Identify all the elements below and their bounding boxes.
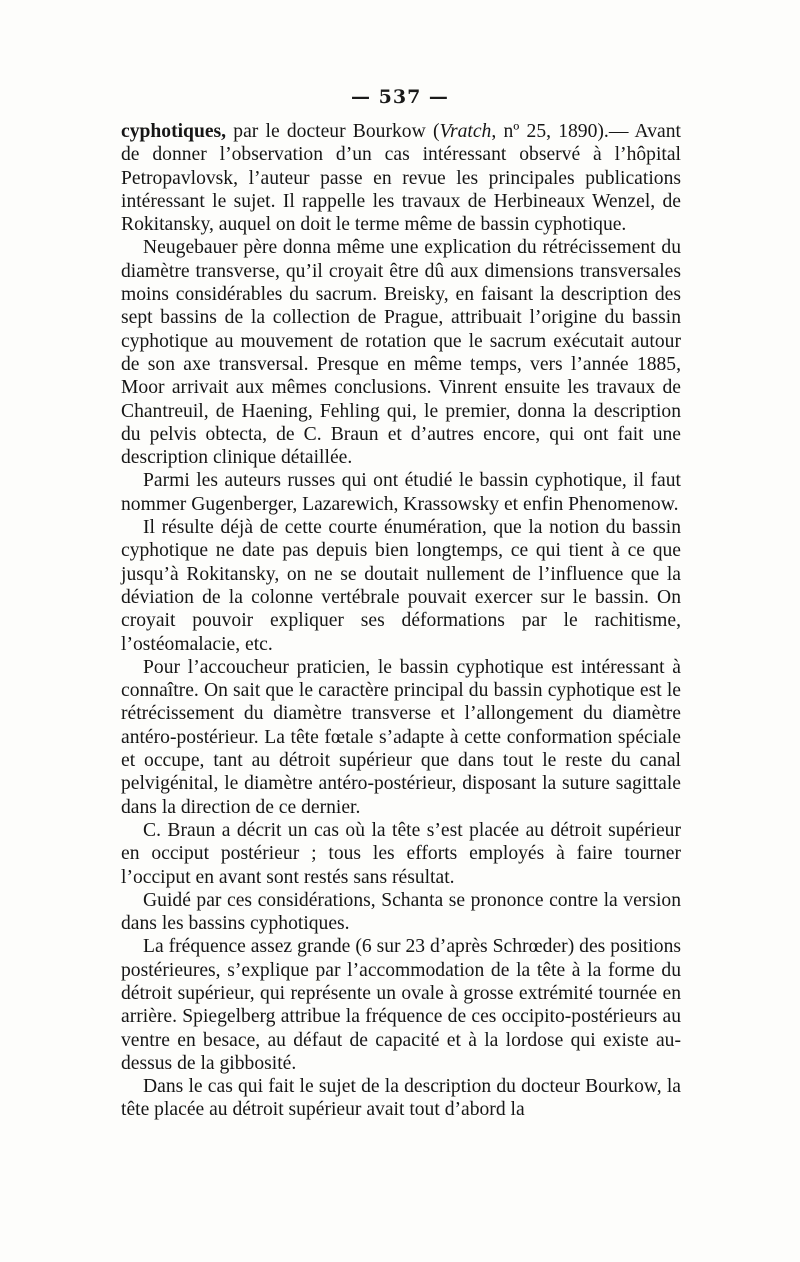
body-text — [121, 120, 681, 1122]
paragraph-4: Il résulte déjà de cette courte énumération, que la notion du bassin cyphotique ne date pas depuis bien longtemps, ce qui tient à ce que jusqu’à Rokitansky, on ne se doutait nullement de l’influence que la déviation de la colonne vertébrale pouvait exercer sur le bassin. On croyait pouvoir expliquer ses déformations par le rachitisme, l’ostéomalacie, etc. — [121, 517, 681, 655]
paragraph-2: Neugebauer père donna même une explication du rétrécissement du diamètre transverse, qu’il croyait être dû aux dimensions transversales moins considérables du sacrum. Breisky, en faisant la description des sept bassins de la collection de Prague, attribuait l’origine du bassin cyphotique au mouvement de rotation que le sacrum exécutait autour de son axe transversal. Presque en même temps, vers l’année 1885, Moor arrivait aux mêmes conclusions. Vinrent ensuite les travaux de Chantreuil, de Haening, Fehling qui, le premier, donna la description du pelvis obtecta, de C. Braun et d’autres encore, qui ont fait une description clinique détaillée. — [121, 237, 681, 469]
paragraph-1 — [121, 120, 681, 236]
lead-word: cyphotiques, — [121, 121, 227, 142]
paragraph-1-part-b: , nº 25, 1890).— Avant de donner l’observation d’un cas intéressant observé à l’hôpital Petropavlovsk, l’auteur passe en revue les principales publications intéressant le sujet. Il rappelle les travaux de Herbineaux Wenzel, de Rokitansky, auquel on doit le terme même de bassin cyphotique. — [121, 121, 681, 236]
paragraph-9: Dans le cas qui fait le sujet de la description du docteur Bourkow, la tête placée au détroit supérieur avait tout d’abord la — [121, 1076, 681, 1121]
paragraph-6: C. Braun a décrit un cas où la tête s’est placée au détroit supérieur en occiput postérieur ; tous les efforts employés à faire tourner l’occiput en avant sont restés sans résultat. — [121, 819, 681, 888]
paragraph-7: Guidé par ces considérations, Schanta se prononce contre la version dans les bassins cyphotiques. — [121, 889, 681, 935]
paragraph-8: La fréquence assez grande (6 sur 23 d’après Schrœder) des positions postérieures, s’explique par l’accommodation de la tête à la forme du détroit supérieur, qui représente un ovale à grosse extrémité tournée en arrière. Spiegelberg attribue la fréquence de ces occipito-postérieurs au ventre en besace, au défaut de capacité et à la lordose qui existe au-dessus de la gibbosité. — [121, 936, 681, 1074]
journal-title: Vratch — [439, 121, 492, 142]
page-number: — 537 — — [351, 86, 449, 108]
paragraph-5: Pour l’accoucheur praticien, le bassin cyphotique est intéressant à connaître. On sait que le caractère principal du bassin cyphotique est le rétrécissement du diamètre transverse et l’allongement du diamètre antéro-postérieur. La tête fœtale s’adapte à cette conformation spéciale et occupe, tant au détroit supérieur que dans tout le reste du canal pelvigénital, le diamètre antéro-postérieur, disposant la suture sagittale dans la direction de ce dernier. — [121, 656, 681, 818]
paragraph-1-part-a: par le docteur Bourkow ( — [226, 121, 440, 142]
paragraph-3: Parmi les auteurs russes qui ont étudié le bassin cyphotique, il faut nommer Gugenberger, Lazarewich, Krassowsky et enfin Phenomenow. — [121, 470, 681, 515]
